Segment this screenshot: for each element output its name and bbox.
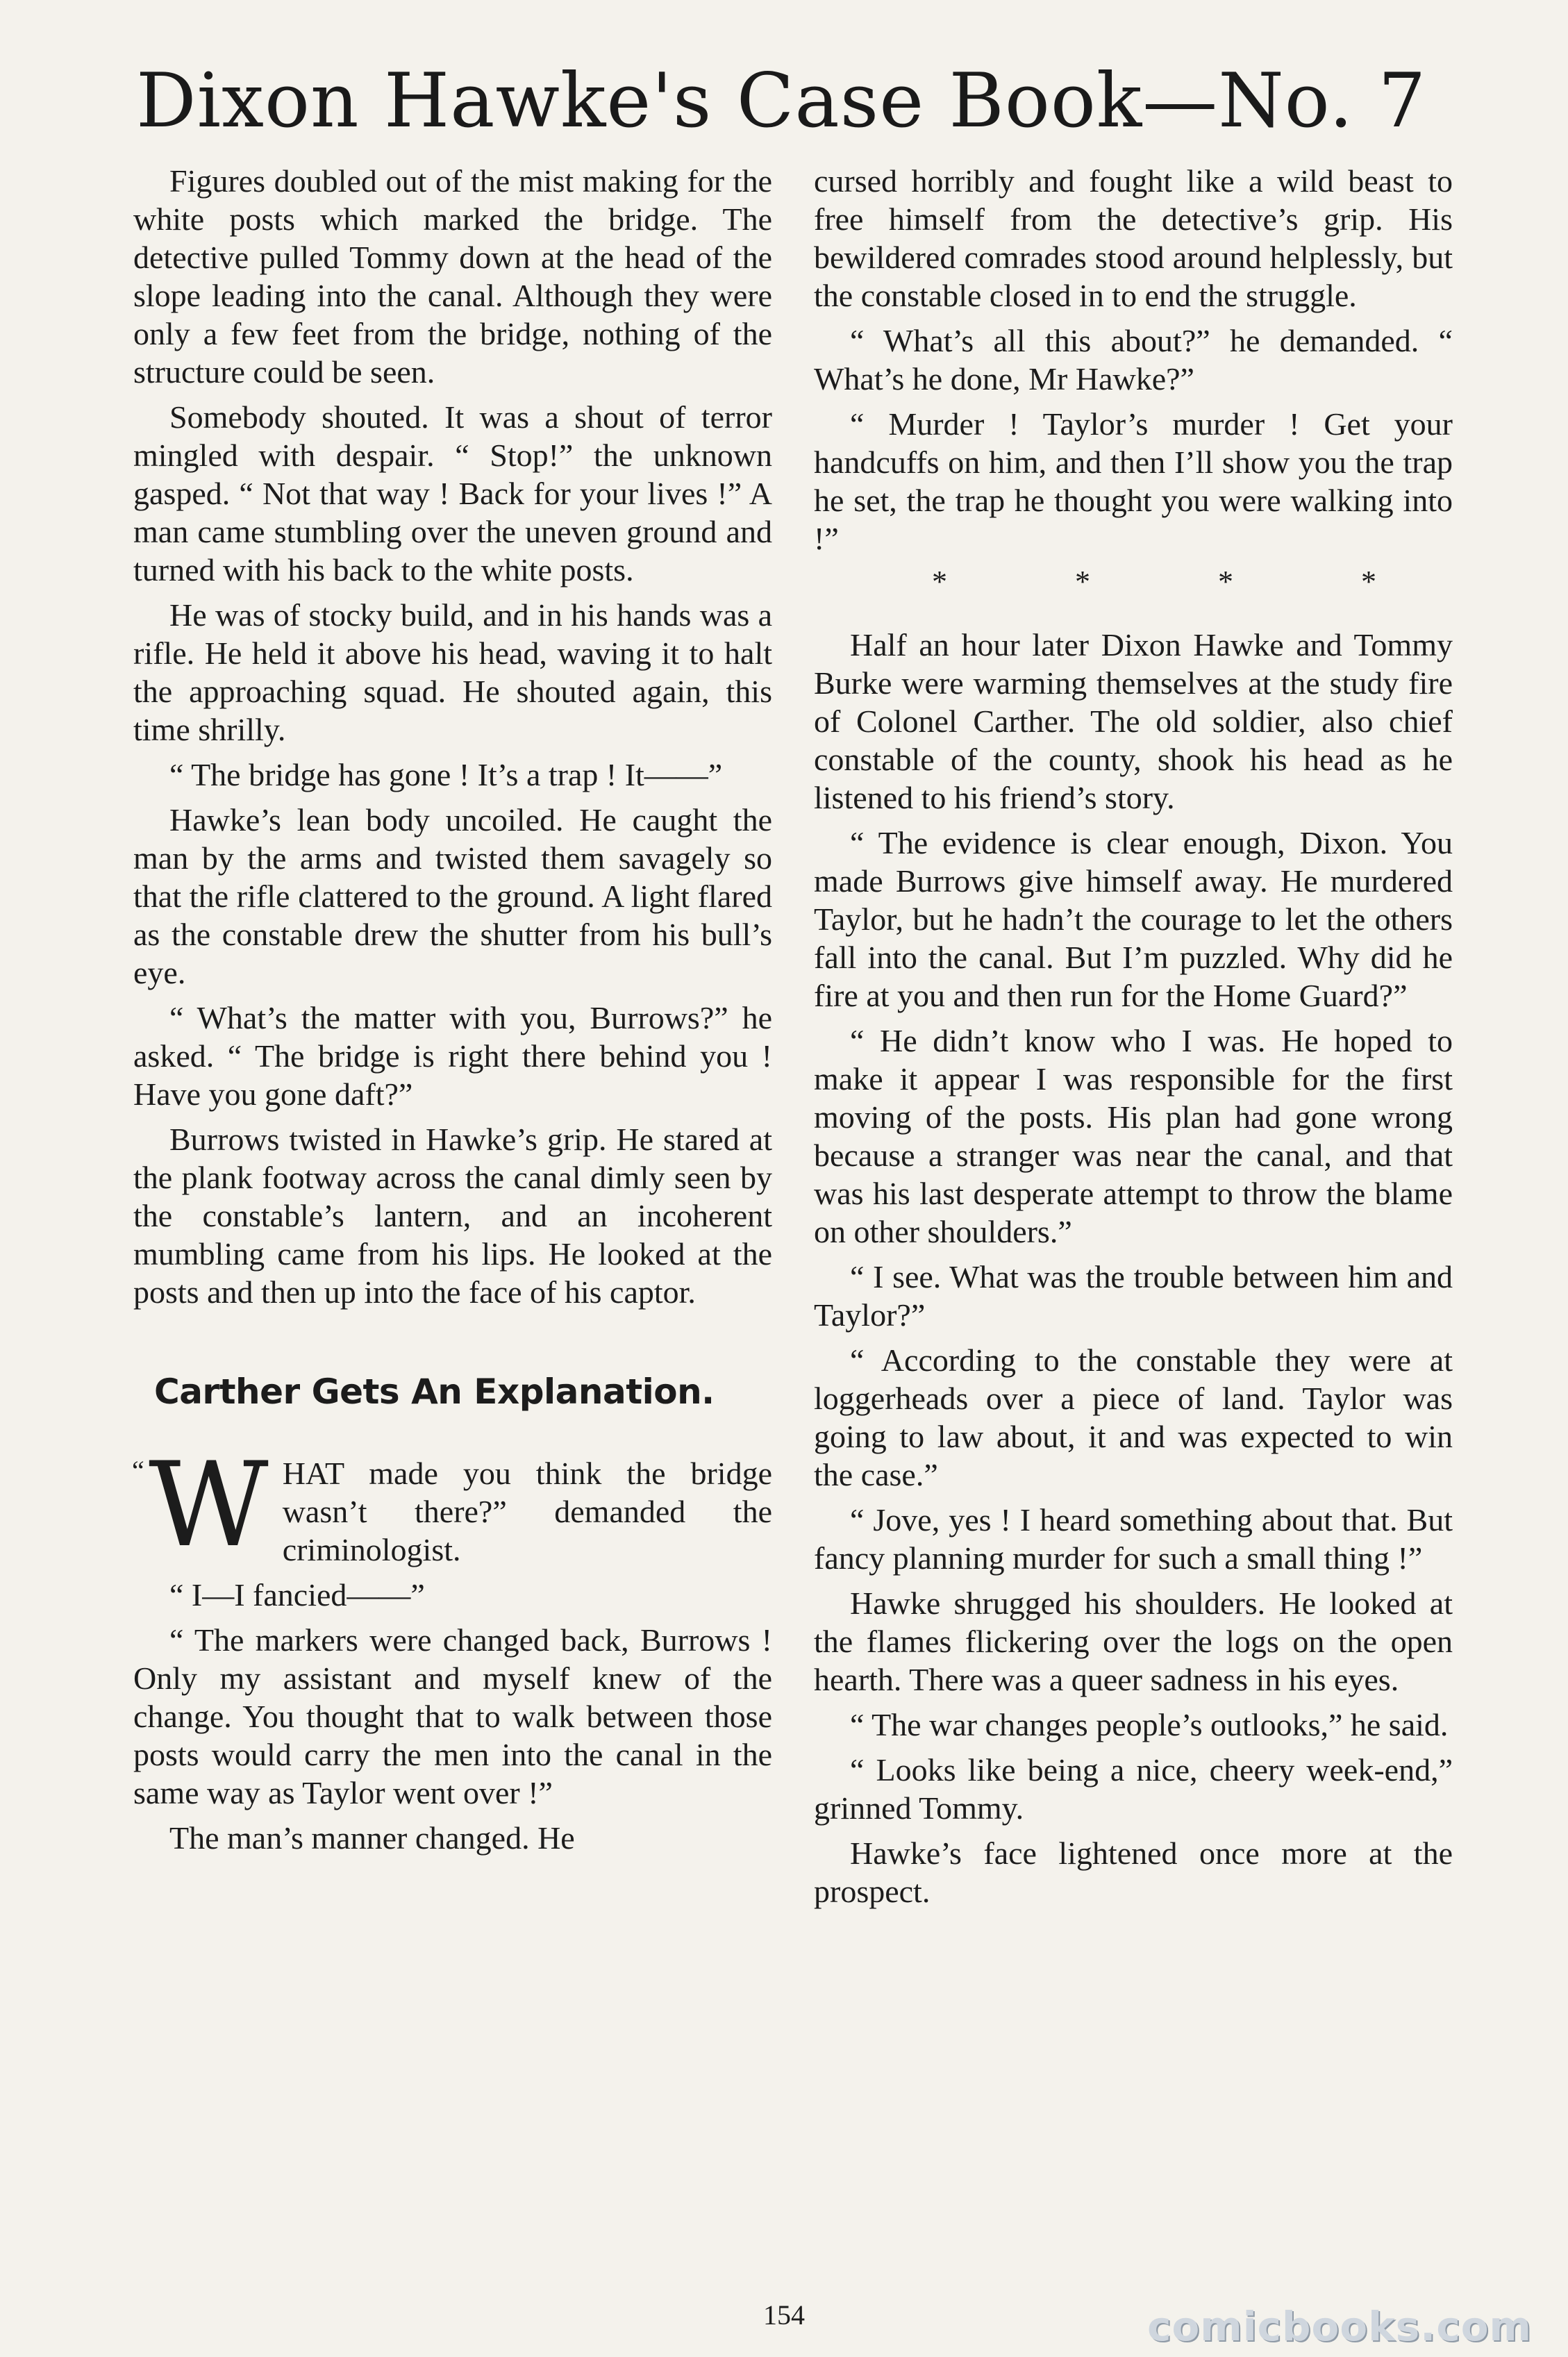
paragraph: “ I see. What was the trouble between him and Taylor?” (814, 1259, 1453, 1333)
paragraph: He was of stocky build, and in his hands was a rifle. He held it above his head, waving it to halt the approaching squad. He shouted again, this time shrilly. (133, 597, 772, 747)
dropcap-paragraph (132, 1437, 772, 1573)
paragraph: “ Looks like being a nice, cheery week-end,” grinned Tommy. (814, 1752, 1453, 1826)
paragraph: Hawke’s lean body uncoiled. He caught the man by the arms and twisted them savagely so that the rifle clattered to the ground. A light flared as the constable drew the shutter from his bull’s eye. (133, 802, 772, 990)
paragraph: “ He didn’t know who I was. He hoped to make it appear I was responsible for the first moving of the posts. His plan had gone wrong because a stranger was near the canal, and that was his last desperate attempt to throw the blame on other shoulders.” (814, 1023, 1453, 1249)
paragraph: “ The markers were changed back, Burrows ! Only my assistant and myself knew of the change. You thought that to walk between those posts would carry the men into the canal in the same way as Taylor went over !” (133, 1622, 772, 1810)
paragraph: “ According to the constable they were at loggerheads over a piece of land. Taylor was going to law about, it and was expected to win the case.” (814, 1342, 1453, 1492)
section-heading: Carther Gets An Explanation. (154, 1372, 715, 1412)
separator-asterisk: * (1218, 565, 1233, 599)
separator-asterisk: * (932, 565, 947, 599)
paragraph: “ Murder ! Taylor’s murder ! Get your handcuffs on him, and then I’ll show you the trap he set, the trap he thought you were walking into !” (814, 406, 1453, 556)
page-number: 154 (763, 2299, 805, 2331)
separator-asterisk: * (1075, 565, 1090, 599)
dropcap-open-quote: “ (132, 1455, 144, 1486)
paragraph: cursed horribly and fought like a wild beast to free himself from the detective’s grip. His bewildered comrades stood around helplessly, but the constable closed in to end the struggle. (814, 163, 1453, 313)
paragraph: Half an hour later Dixon Hawke and Tommy Burke were warming themselves at the study fire of Colonel Carther. The old soldier, also chief constable of the county, shook his head as he listened to his friend’s story. (814, 627, 1453, 815)
paragraph: “ I—I fancied——” (169, 1577, 425, 1613)
watermark: comicbooks.com (1147, 2303, 1532, 2350)
paragraph: Somebody shouted. It was a shout of terror mingled with despair. “ Stop!” the unknown gasped. “ Not that way ! Back for your lives !” A man came stumbling over the uneven ground and turned with his back to the white posts. (133, 399, 772, 588)
paragraph: “ Jove, yes ! I heard something about that. But fancy planning murder for such a small thing !” (814, 1502, 1453, 1576)
section-separator (814, 565, 1453, 599)
separator-asterisk: * (1361, 565, 1376, 599)
dropcap-letter: W (149, 1437, 269, 1573)
paragraph: Burrows twisted in Hawke’s grip. He stared at the plank footway across the canal dimly seen by the constable’s lantern, and an incoherent mumbling came from his lips. He looked at the posts and then up into the face of his captor. (133, 1122, 772, 1310)
paragraph: “ What’s the matter with you, Burrows?” he asked. “ The bridge is right there behind you ! Have you gone daft?” (133, 1000, 772, 1112)
left-column (133, 162, 772, 1864)
paragraph: Figures doubled out of the mist making for the white posts which marked the bridge. The detective pulled Tommy down at the head of the slope leading into the canal. Although they were only a few feet from the bridge, nothing of the structure could be seen. (133, 163, 772, 390)
paragraph: “ What’s all this about?” he demanded. “ What’s he done, Mr Hawke?” (814, 323, 1453, 397)
paragraph: The man’s manner changed. He (169, 1820, 575, 1856)
paragraph: “ The war changes people’s outlooks,” he said. (850, 1707, 1449, 1742)
paragraph: “ The bridge has gone ! It’s a trap ! It——” (169, 757, 723, 792)
paragraph: HAT made you think the bridge wasn’t there?” demanded the criminologist. (282, 1456, 772, 1567)
page-title: Dixon Hawke's Case Book—No. 7 (136, 58, 1427, 144)
paragraph: Hawke’s face lightened once more at the prospect. (814, 1835, 1453, 1909)
paragraph: “ The evidence is clear enough, Dixon. You made Burrows give himself away. He murdered Taylor, but he hadn’t the courage to let the others fall into the canal. But I’m puzzled. Why did he fire at you and then run for the Home Guard?” (814, 825, 1453, 1013)
right-column (814, 162, 1453, 1917)
paragraph: Hawke shrugged his shoulders. He looked at the flames flickering over the logs on the open hearth. There was a queer sadness in his eyes. (814, 1585, 1453, 1697)
